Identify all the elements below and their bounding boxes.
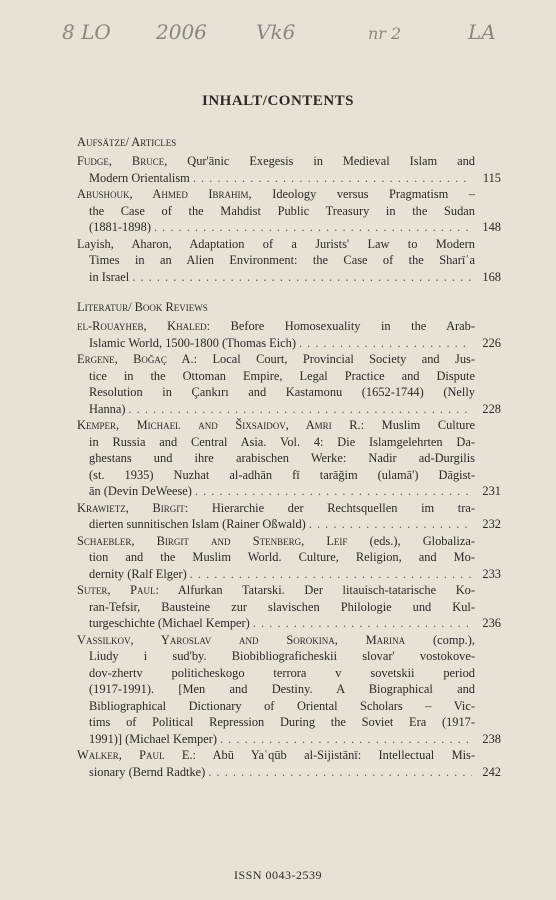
toc-entry-author: Fudge, Bruce, [77,154,168,168]
page-number-spacer [475,599,501,616]
page-number-spacer [475,467,501,484]
dot-leader [193,170,472,187]
toc-entry-line [77,384,501,401]
toc-entry-text [89,615,250,632]
page-title: INHALT/CONTENTS [202,93,354,109]
toc-entry-text [89,483,192,500]
toc-entry [77,582,501,632]
handwritten-note: 2006 [156,20,207,44]
toc-entry-text [89,681,475,698]
toc-entry-title: Alfurkan Tatarski. Der litauisch-tatarische Ko- [177,583,475,597]
toc-entry [77,236,501,286]
toc-entry-title: Modern Orientalism [89,170,190,185]
toc-entry-line [77,500,501,517]
toc-entry-title: sionary (Bernd Radtke) [89,764,206,779]
toc-entry-title: (1881-1898) [89,220,151,234]
toc-entry-text [89,764,205,781]
toc-entry-title: (1917-1991). [Men and Destiny. A Biographical and [89,682,475,696]
toc-entry [77,153,501,186]
toc-entry-line [77,203,501,220]
toc-entry-author: el-Rouayheb, Khaled: [77,319,211,333]
toc-entry-text [89,401,125,418]
toc-entry-title: tims of Political Repression During the Soviet Era (1917- [89,715,475,729]
page-number-spacer [475,252,501,269]
page-number-spacer [475,665,501,682]
page-number: 233 [482,566,501,581]
toc-entry-line [77,368,501,385]
toc-entry-title: 1991)] (Michael Kemper) [89,731,217,746]
toc-entry-text [77,186,475,203]
toc-entry-line [77,549,501,566]
toc-entry-text [89,731,217,748]
toc-entry-line [77,335,501,352]
toc-entry-text [77,500,475,517]
handwritten-note: nr 2 [368,24,402,43]
toc-entry-author: Kemper, Michael and Šixsaidov, Amri R.: [77,418,365,432]
handwritten-note: 8 LO [62,20,111,44]
toc-entry-line [77,219,501,236]
page-number-spacer [475,698,501,715]
toc-entry-title: Resolution in Çankırı and Kastamonu (1652-1744) (Nelly [89,385,475,399]
page-number: 168 [482,269,501,284]
dot-leader [154,219,472,236]
toc-entry-text [77,417,475,434]
toc-entry-author: Schaebler, Birgit and Stenberg, Leif [77,533,348,548]
toc-entry-text [89,467,475,484]
toc-entry-title: in Israel [89,269,130,284]
toc-entry-line [77,764,501,781]
page-number-spacer [475,450,501,467]
section-heading: Aufsätze/ Articles [77,135,177,149]
toc-entry-text [89,549,475,566]
toc-entry [77,417,501,500]
toc-entry-title: tice in the Ottoman Empire, Legal Practice and Dispute [89,368,475,383]
page-number-spacer [475,714,501,731]
toc-entry-line [77,170,501,187]
page-number-spacer [475,417,501,434]
toc-entry-line [77,467,501,484]
toc-entry-line [77,318,501,335]
toc-entry-text [89,648,475,665]
toc-entry-text [77,747,475,764]
toc-entry-line [77,648,501,665]
toc-entry [77,186,501,236]
toc-entry-text [89,698,475,715]
toc-entry-line [77,417,501,434]
page-number: 148 [482,220,501,234]
page-number: 231 [482,484,501,498]
toc-entry-title: Local Court, Provincial Society and Jus- [212,352,476,366]
toc-entry-text [89,566,187,583]
page-number-spacer [475,186,501,203]
page-number-spacer [475,632,501,649]
toc-entry-title: ran-Tefsir, Bausteine zur slavischen Philologie und Kul- [89,599,475,614]
toc-entry-text [77,351,475,368]
page-number-spacer [475,236,501,253]
dot-leader [128,401,472,418]
toc-entry-title: (eds.), Globaliza- [369,533,475,548]
toc-entry-line [77,401,501,418]
toc-entry-line [77,698,501,715]
toc-entry-text [77,533,475,550]
dot-leader [220,731,472,748]
toc-entry [77,632,501,748]
toc-entry-line [77,533,501,550]
toc-entry-title: dierten sunnitischen Islam (Rainer Oßwald) [89,517,306,531]
toc-entry-text [89,434,475,451]
toc-entry-line [77,351,501,368]
toc-entry-line [77,153,501,170]
toc-entry-line [77,599,501,616]
toc-entry-line [77,665,501,682]
dot-leader [132,269,472,286]
toc-entry-title: dov-zhertv politicheskogo terrora v sovetskii period [89,665,475,680]
dot-leader [190,566,472,583]
page-number: 115 [482,170,501,185]
page-number-spacer [475,747,501,764]
toc-entry-line [77,566,501,583]
table-of-contents [77,134,501,780]
toc-entry-text [89,203,475,220]
toc-entry-line [77,483,501,500]
page-number: 238 [482,731,501,746]
page-number: 232 [482,517,501,531]
page-number: 226 [482,335,501,350]
handwritten-annotations [0,20,556,60]
toc-entry-line [77,615,501,632]
page-number-spacer [475,203,501,220]
toc-entry-author: Walker, Paul E.: [77,748,196,762]
page-number-spacer [475,368,501,385]
toc-entry-title: turgeschichte (Michael Kemper) [89,616,250,630]
toc-entry-line [77,714,501,731]
dot-leader [299,335,472,352]
toc-entry-line [77,434,501,451]
toc-entry-text [89,368,475,385]
toc-entry-text [89,335,296,352]
toc-entry-title: tion and the Muslim World. Culture, Religion, and Mo- [89,550,475,564]
section-heading: Literatur/ Book Reviews [77,300,208,314]
page-number: 228 [482,401,501,416]
toc-entry-author: Vassilkov, Yaroslav and Sorokina, Marina [77,632,406,647]
toc-entry-text [89,219,151,236]
page-number-spacer [475,318,501,335]
toc-entry-author: Suter, Paul: [77,583,159,597]
toc-entry-text [89,599,475,616]
page-number-spacer [475,351,501,368]
toc-entry [77,500,501,533]
toc-entry-title: dernity (Ralf Elger) [89,566,187,581]
toc-entry-title: Hierarchie der Rechtsquellen im tra- [211,500,475,515]
toc-entry-author: Abushouk, Ahmed Ibrahim, [77,187,252,201]
toc-entry-text [89,252,475,269]
toc-entry-title: Bibliographical Dictionary of Oriental Scholars – Vic- [89,698,475,713]
toc-entry-title: Times in an Alien Environment: the Case of the Sharīʿa [89,253,475,267]
toc-entry-text [77,632,475,649]
page-number-spacer [475,384,501,401]
toc-entry-title: in Russia and Central Asia. Vol. 4: Die Islamgelehrten Da- [89,434,475,449]
toc-entry-title: Qur'ānic Exegesis in Medieval Islam and [187,154,475,168]
toc-entry-title: Islamic World, 1500-1800 (Thomas Eich) [89,335,296,350]
toc-entry-author: Ergene, Boğaç A.: [77,352,198,366]
page-number-spacer [475,681,501,698]
dot-leader [309,516,472,533]
page-number-spacer [475,533,501,550]
page-number-spacer [475,582,501,599]
toc-entry-line [77,252,501,269]
toc-entry-title: ān (Devin DeWeese) [89,484,192,498]
toc-entry-title: (st. 1935) Nuzhat al-adhān fī tarāǧim (ulamā') Dāgist- [89,467,475,482]
toc-entry-title: (comp.), [433,632,475,647]
toc-entry-title: ghestans und ihre arabischen Werke: Nadir ad-Durgilis [89,451,475,465]
toc-entry-line [77,516,501,533]
toc-entry-line [77,450,501,467]
dot-leader [195,483,472,500]
toc-entry-text [89,714,475,731]
page-number: 242 [482,764,501,779]
toc-entry-text [77,153,475,170]
handwritten-note: Vk6 [256,20,296,44]
toc-entry-title: the Case of the Mahdist Public Treasury in the Sudan [89,203,475,218]
issn-number: ISSN 0043-2539 [233,868,322,882]
toc-entry [77,747,501,780]
toc-entry-text [77,318,475,335]
toc-entry-text [89,170,190,187]
toc-entry-line [77,632,501,649]
toc-entry-text [89,384,475,401]
toc-entry-text [89,516,306,533]
dot-leader [253,615,472,632]
handwritten-note: LA [468,20,496,44]
dot-leader [208,764,472,781]
toc-entry-line [77,186,501,203]
toc-entry-title: Abū Yaʿqūb al-Sijistānī: Intellectual Mis- [212,748,475,762]
page-number-spacer [475,549,501,566]
toc-entry-line [77,582,501,599]
toc-entry-author: Krawietz, Birgit: [77,500,189,515]
toc-entry-text [89,450,475,467]
page-number: 236 [482,616,501,630]
toc-entry [77,533,501,583]
toc-entry-text [77,582,475,599]
toc-entry-line [77,731,501,748]
page-number-spacer [475,434,501,451]
page-number-spacer [475,500,501,517]
toc-entry-text [89,269,129,286]
toc-entry-title: Ideology versus Pragmatism – [272,187,475,201]
toc-entry-title: Layish, Aharon, Adaptation of a Jurists' Law to Modern [77,236,475,251]
page-number-spacer [475,153,501,170]
toc-entry-title: Muslim Culture [381,418,475,432]
toc-entry [77,318,501,351]
toc-entry-text [77,236,475,253]
toc-entry-line [77,681,501,698]
toc-entry-title: Liudy i sud'by. Biobibliograficheskii slovar' vostokove- [89,649,475,663]
toc-entry-line [77,236,501,253]
page-number-spacer [475,648,501,665]
toc-entry-line [77,747,501,764]
toc-entry-title: Hanna) [89,401,126,416]
toc-entry-text [89,665,475,682]
toc-entry-title: Before Homosexuality in the Arab- [230,319,475,333]
toc-entry-line [77,269,501,286]
toc-entry [77,351,501,417]
